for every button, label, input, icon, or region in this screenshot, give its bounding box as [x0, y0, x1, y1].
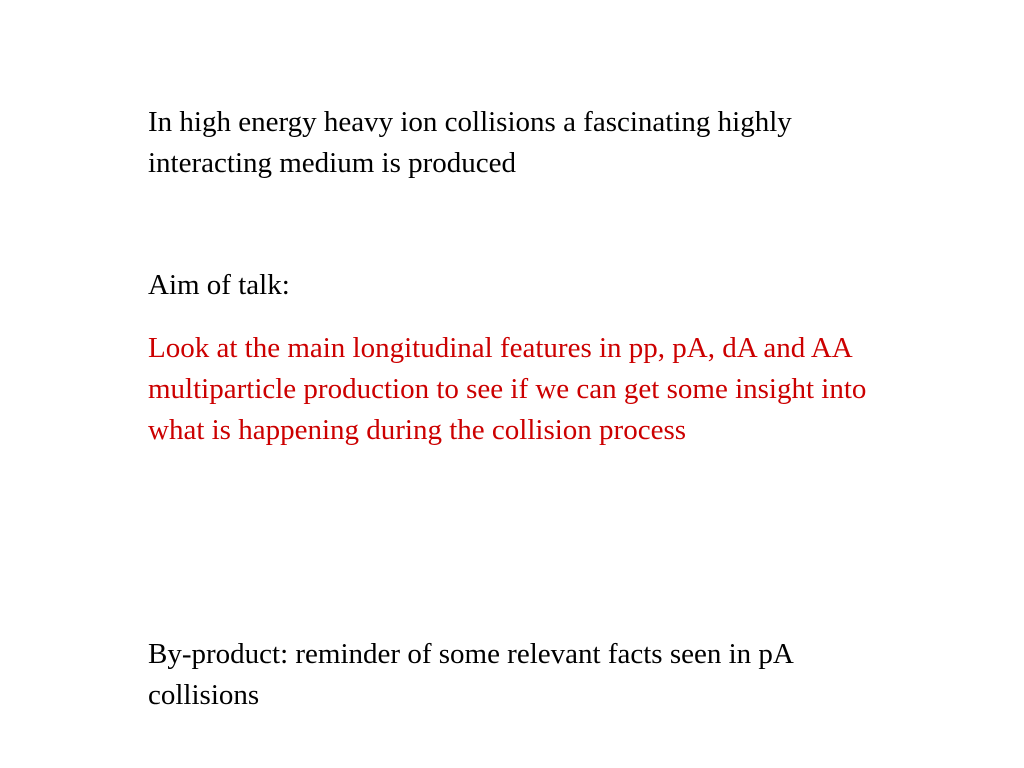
aim-body-text: Look at the main longitudinal features in pp, pA, dA and AA multiparticle production to see if we can get some insight into what is happening during the collision process [148, 332, 867, 446]
aim-heading: Aim of talk: [148, 269, 290, 301]
byproduct-text: By-product: reminder of some relevant facts seen in pA collisions [148, 638, 793, 711]
intro-text: In high energy heavy ion collisions a fascinating highly interacting medium is produced [148, 106, 792, 179]
